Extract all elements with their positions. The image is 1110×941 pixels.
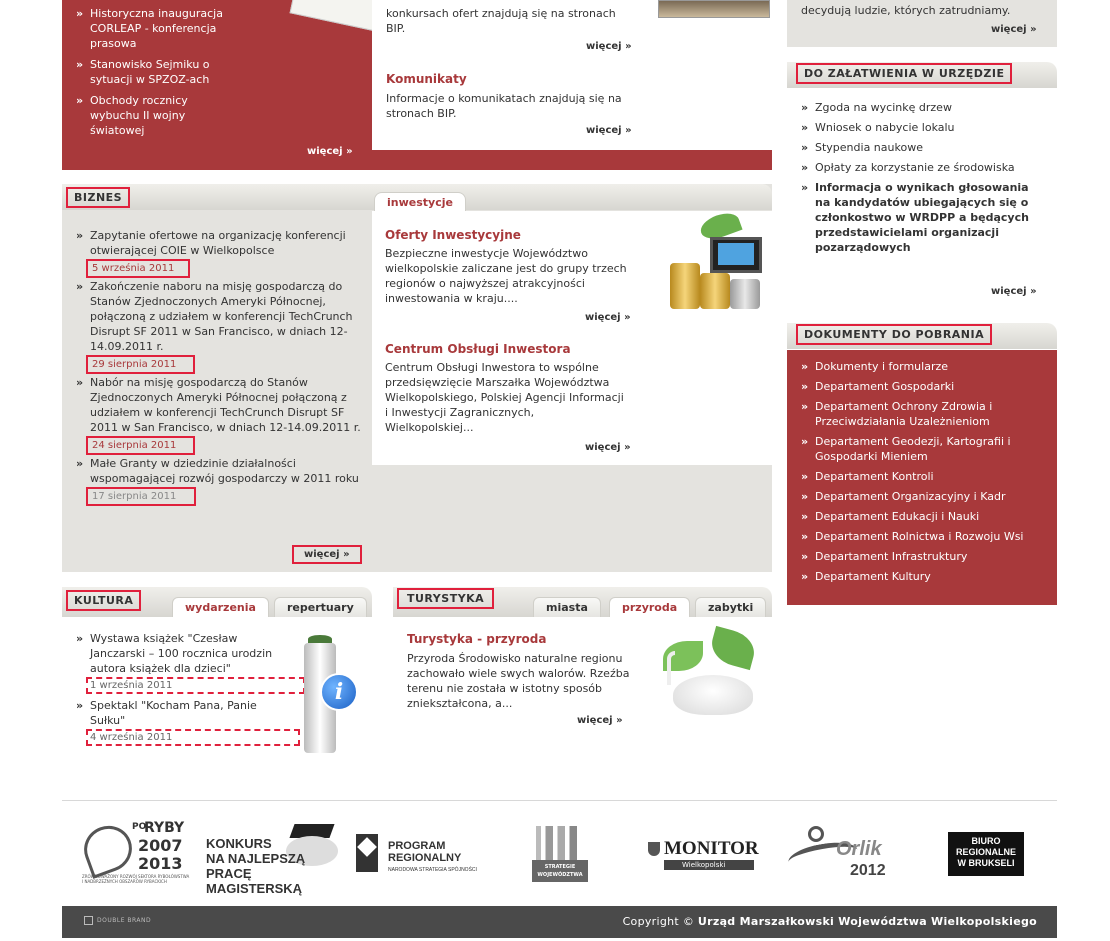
news-date: 29 sierpnia 2011 <box>88 357 193 372</box>
coi-text: Centrum Obsługi Inwestora to wspólne przedsięwzięcie Marszałka Województwa Wielkopolskiego, Polskiej Agencji Informacji i Inwestycji Zagranicznych, Wielkopolskiej... <box>385 361 624 434</box>
section-title: KULTURA <box>68 592 139 609</box>
list-item[interactable]: » Historyczna inauguracja CORLEAP - konferencja prasowa <box>76 6 236 51</box>
list-item[interactable]: » Zapytanie ofertowe na organizację konferencji otwierającej COIE w Wielkopolsce <box>76 228 361 258</box>
section-title: TURYSTYKA <box>399 590 492 607</box>
news-date: 5 września 2011 <box>88 261 188 276</box>
section-title: DOKUMENTY DO POBRANIA <box>798 326 990 343</box>
event-date: 4 września 2011 <box>88 731 298 744</box>
intro-text: konkursach ofert znajdują się na stronach BIP. <box>386 7 616 35</box>
swan-image <box>653 631 768 731</box>
tab-miasta[interactable]: miasta <box>533 597 601 617</box>
list-item[interactable]: » Departament Organizacyjny i Kadr <box>801 489 1046 504</box>
more-link[interactable]: więcej » <box>294 547 360 562</box>
list-item[interactable]: » Departament Kontroli <box>801 469 1046 484</box>
list-item[interactable]: » Spektakl "Kocham Pana, Panie Sułku" <box>76 698 291 728</box>
list-item[interactable]: » Wystawa książek "Czesław Janczarski – 100 rocznica urodzin autora książek dla dzieci" <box>76 631 291 676</box>
tab-przyroda[interactable]: przyroda <box>609 597 690 617</box>
more-link[interactable]: więcej » <box>577 715 623 726</box>
top-middle-panel <box>372 0 772 150</box>
news-date: 24 sierpnia 2011 <box>88 438 193 453</box>
tab-wydarzenia[interactable]: wydarzenia <box>172 597 269 617</box>
coi-title[interactable]: Centrum Obsługi Inwestora <box>385 342 571 356</box>
top-middle-bottom-bar <box>372 150 772 170</box>
list-item[interactable]: » Małe Granty w dziedzinie działalności wspomagającej rozwój gospodarczy w 2011 roku <box>76 456 361 486</box>
list-item[interactable]: » Dokumenty i formularze <box>801 359 1046 374</box>
coins-laptop-image <box>660 213 768 313</box>
info-pillar-image <box>302 635 362 755</box>
list-item[interactable]: » Departament Gospodarki <box>801 379 1046 394</box>
tab-inwestycje[interactable]: inwestycje <box>374 192 466 212</box>
event-date: 1 września 2011 <box>88 679 303 692</box>
logo-strategie[interactable]: STRATEGIE WOJEWÓDZTWA <box>532 826 588 882</box>
list-item[interactable]: » Stanowisko Sejmiku o sytuacji w SPZOZ-ach <box>76 57 236 87</box>
list-item-bold[interactable]: » Informacja o wynikach głosowania na kandydatów ubiegających się o członkostwo w WRDPP a będących przedstawicielami organizacji pozarządowych <box>801 180 1046 255</box>
list-item[interactable]: » Departament Infrastruktury <box>801 549 1046 564</box>
copyright: Copyright © Urząd Marszałkowski Województwa Wielkopolskiego <box>622 915 1037 928</box>
list-item[interactable]: » Nabór na misję gospodarczą do Stanów Zjednoczonych Ameryki Północnej połączoną z udziałem w konferencji TechCrunch Disrupt SF 2011 w San Francisco, w dniach 12-14.09.2011 r. <box>76 375 361 435</box>
inwestycje-panel <box>372 211 772 465</box>
logo-program-regionalny[interactable]: PROGRAM REGIONALNY NARODOWA STRATEGIA SPÓJNOŚCI <box>356 830 486 876</box>
news-date: 17 sierpnia 2011 <box>88 489 194 504</box>
logo-konkurs[interactable]: KONKURS NA NAJLEPSZĄ PRACĘ MAGISTERSKĄ <box>206 824 351 886</box>
more-link[interactable]: więcej » <box>585 442 631 453</box>
article-text: Przyroda Środowisko naturalne regionu zachowało wiele swych walorów. Rzeźba terenu nie została w istotny sposób zniekształcona, a... <box>407 652 630 710</box>
list-item[interactable]: » Obchody rocznicy wybuchu II wojny światowej <box>76 93 236 138</box>
more-link[interactable]: więcej » <box>307 146 353 157</box>
list-item[interactable]: » Stypendia naukowe <box>801 140 1046 155</box>
top-left-news-panel <box>62 0 372 170</box>
oferty-text: Bezpieczne inwestycje Województwo wielkopolskie zaliczane jest do grupy trzech regionów o najwyższej atrakcyjności inwestowania w kraju.... <box>385 247 627 305</box>
do-zalatwienia-section <box>787 62 1057 307</box>
more-link[interactable]: więcej » <box>586 125 632 136</box>
section-title: BIZNES <box>68 189 128 206</box>
list-item[interactable]: » Zgoda na wycinkę drzew <box>801 100 1046 115</box>
document-thumbnail <box>658 0 770 18</box>
more-link[interactable]: więcej » <box>586 41 632 52</box>
more-link[interactable]: więcej » <box>991 24 1037 35</box>
list-item[interactable]: » Departament Geodezji, Kartografii i Gospodarki Mieniem <box>801 434 1046 464</box>
oferty-title[interactable]: Oferty Inwestycyjne <box>385 228 521 242</box>
top-right-panel <box>787 0 1057 47</box>
list-item[interactable]: » Departament Ochrony Zdrowia i Przeciwdziałania Uzależnieniom <box>801 399 1046 429</box>
list-item[interactable]: » Wniosek o nabycie lokalu <box>801 120 1046 135</box>
komunikaty-title[interactable]: Komunikaty <box>386 72 467 86</box>
footer <box>62 906 1057 938</box>
article-title[interactable]: Turystyka - przyroda <box>407 632 547 646</box>
kultura-section <box>62 587 372 762</box>
list-item[interactable]: » Departament Edukacji i Nauki <box>801 509 1046 524</box>
logo-poryby[interactable]: PO RYBY 2007 2013 ZRÓWNOWAŻONY ROZWÓJ SEKTORA RYBOŁÓWSTWA I NADBRZEŻNYCH OBSZARÓW RYBACKICH <box>82 822 190 886</box>
logo-biuro-bruksela[interactable]: BIURO REGIONALNE W BRUKSELI <box>948 832 1024 876</box>
info-icon: i <box>320 673 358 711</box>
biznes-news-list <box>76 228 361 507</box>
dokumenty-section <box>787 323 1057 605</box>
double-brand-logo[interactable]: DOUBLE BRAND <box>84 916 151 925</box>
divider <box>62 800 1057 801</box>
biznes-section <box>62 184 772 572</box>
list-item[interactable]: » Departament Rolnictwa i Rozwoju Wsi <box>801 529 1046 544</box>
dokumenty-list-panel <box>787 350 1057 605</box>
section-title: DO ZAŁATWIENIA W URZĘDZIE <box>798 65 1010 82</box>
turystyka-section <box>393 587 772 737</box>
more-link[interactable]: więcej » <box>585 312 631 323</box>
brand-icon <box>84 916 93 925</box>
logo-orlik[interactable]: Orlik 2012 <box>788 826 903 884</box>
list-item[interactable]: » Zakończenie naboru na misję gospodarczą do Stanów Zjednoczonych Ameryki Północnej, połączoną z udziałem w konferencji TechCrunch Disrupt SF 2011 w San Francisco, w dniach 12-14.09.2011 r. <box>76 279 361 354</box>
komunikaty-text: Informacje o komunikatach znajdują się na stronach BIP. <box>386 92 622 120</box>
tab-repertuary[interactable]: repertuary <box>274 597 367 617</box>
list-item[interactable]: » Opłaty za korzystanie ze środowiska <box>801 160 1046 175</box>
logo-monitor[interactable]: MONITOR Wielkopolski <box>648 840 756 870</box>
list-item[interactable]: » Departament Kultury <box>801 569 1046 584</box>
more-link[interactable]: więcej » <box>991 286 1037 297</box>
tab-zabytki[interactable]: zabytki <box>695 597 766 617</box>
top-right-text: decydują ludzie, których zatrudniamy. <box>801 4 1011 17</box>
